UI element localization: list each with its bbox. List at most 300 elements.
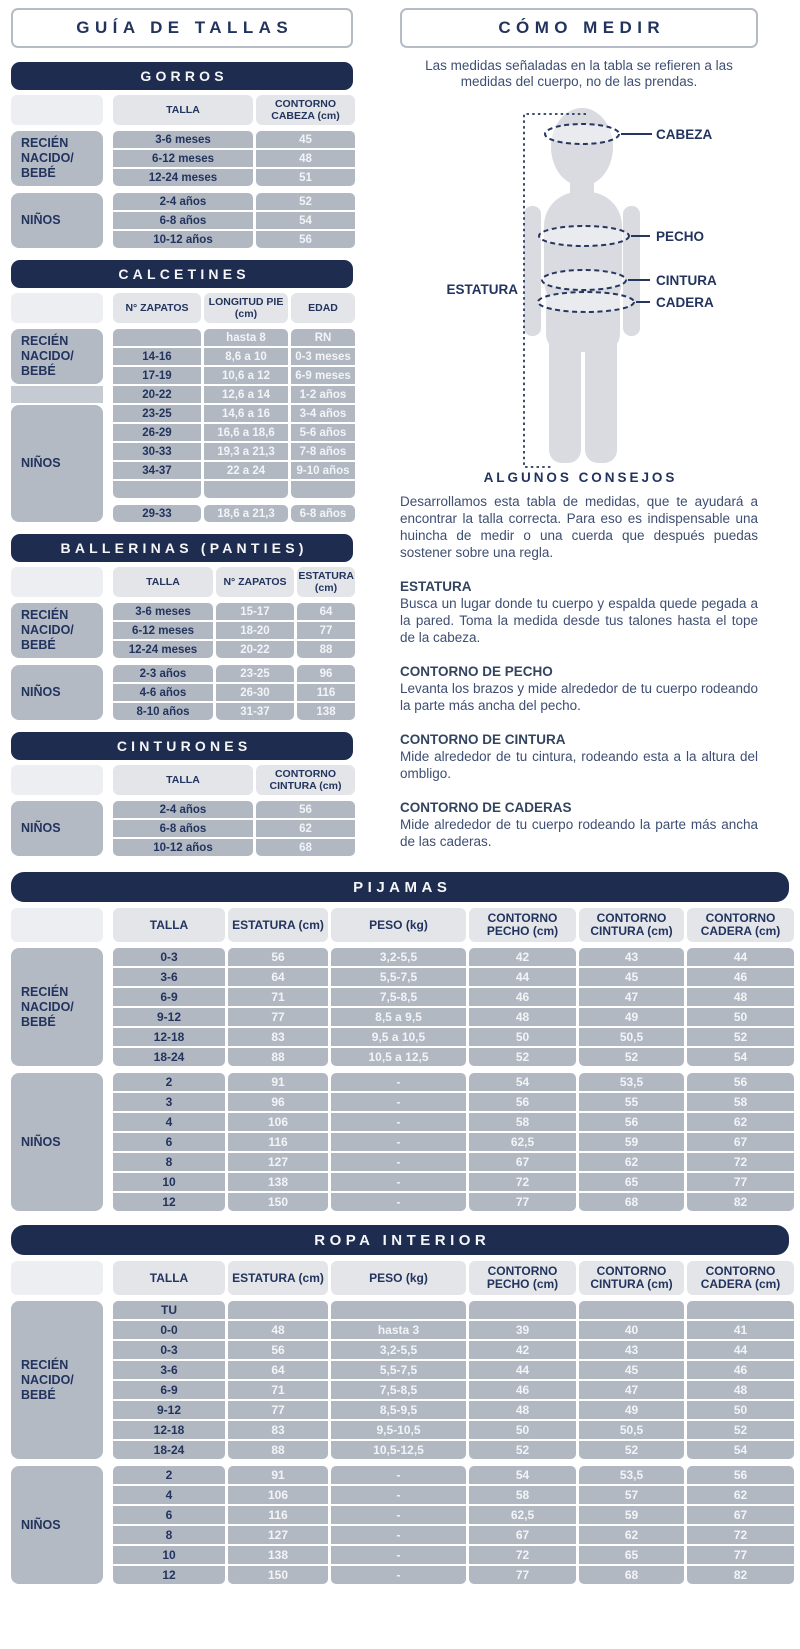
section-title-cinturones: CINTURONES [11,732,353,760]
table-row [113,801,355,818]
table-cell: 56 [256,231,355,248]
table-cell: 10,5 a 12,5 [331,1048,466,1066]
table-cell: 12-24 meses [113,169,253,186]
table-row [113,820,355,837]
table-row [113,1486,794,1504]
table-cell: 82 [687,1566,794,1584]
page-title: GUÍA DE TALLAS [11,8,353,48]
table-cell [228,1301,328,1319]
table-cell: TU [113,1301,225,1319]
column-header: PESO (kg) [331,1261,466,1295]
table-cell: 55 [579,1093,684,1111]
table-cell: 77 [687,1546,794,1564]
table-row [113,839,355,856]
label-cadera: CADERA [656,295,714,310]
table-data-column [113,765,355,856]
table-row [113,1506,794,1524]
table-gorros [11,62,353,248]
table-row [113,424,355,441]
table-row [113,684,355,701]
table-cell: 53,5 [579,1073,684,1091]
table-cell: 10,6 a 12 [204,367,288,384]
table-cell: 65 [579,1546,684,1564]
column-header: CONTORNO CABEZA (cm) [256,95,355,125]
table-cell: 62 [687,1486,794,1504]
column-header: CONTORNO CADERA (cm) [687,908,794,942]
table-cell: 138 [297,703,355,720]
row-group-label-column [11,1261,103,1584]
measure-section-estatura [400,579,758,646]
table-row [113,1153,794,1171]
group-label: NIÑOS [11,1073,103,1211]
column-header: N° ZAPATOS [113,293,201,323]
table-cell: 77 [228,1008,328,1026]
table-cell: 138 [228,1173,328,1191]
section-heading: ESTATURA [400,579,472,594]
table-cell: 50,5 [579,1028,684,1046]
table-cell: 9,5 a 10,5 [331,1028,466,1046]
table-cell: 54 [687,1048,794,1066]
table-cell: - [331,1546,466,1564]
table-row [113,348,355,365]
table-cell: 0-0 [113,1321,225,1339]
table-cell: 56 [256,801,355,818]
row-group-label-column [11,765,103,856]
table-cell: 127 [228,1526,328,1544]
table-ropa_interior [11,1225,789,1584]
table-cell: 4 [113,1486,225,1504]
table-grid [11,567,353,720]
table-row [113,1193,794,1211]
table-cell: 91 [228,1466,328,1484]
table-cell: 20-22 [113,386,201,403]
row-group-label-column [11,95,103,248]
table-cell: 67 [687,1506,794,1524]
table-cell: 58 [469,1113,576,1131]
header-row [113,1261,794,1295]
table-cell: 7,5-8,5 [331,988,466,1006]
table-cell: 2-4 años [113,801,253,818]
table-cell: 64 [228,968,328,986]
table-data-column [113,908,794,1211]
table-cell: 77 [469,1193,576,1211]
table-cell: 53,5 [579,1466,684,1484]
column-header: ESTATURA (cm) [228,1261,328,1295]
column-header: CONTORNO PECHO (cm) [469,1261,576,1295]
table-cell: 6-9 [113,1381,225,1399]
table-cell: 2 [113,1466,225,1484]
how-to-measure-title: CÓMO MEDIR [400,8,758,48]
column-header: TALLA [113,95,253,125]
table-cell: 12 [113,1566,225,1584]
table-cell: 2-3 años [113,665,213,682]
table-row [113,1466,794,1484]
table-cell: 150 [228,1566,328,1584]
column-header: CONTORNO CINTURA (cm) [579,1261,684,1295]
table-cell [204,481,288,498]
table-cell: 71 [228,988,328,1006]
label-pecho: PECHO [656,229,705,244]
table-cell: 62 [579,1526,684,1544]
table-cell: 40 [579,1321,684,1339]
section-text: Mide alrededor de tu cuerpo rodeando la parte más ancha de las caderas. [400,817,758,849]
table-cell: 48 [469,1401,576,1419]
table-cell: 15-17 [216,603,294,620]
table-row [113,1546,794,1564]
table-cell: 4-6 años [113,684,213,701]
consejos-paragraph: Desarrollamos esta tabla de medidas, que te ayudará a encontrar la talla correcta. Para eso es indispensable una huincha de medir o una cuerda que después puedas sostener sobre una regla. [400,494,758,560]
table-cell: 14-16 [113,348,201,365]
table-cell: 82 [687,1193,794,1211]
table-cell: 19,3 a 21,3 [204,443,288,460]
table-cell: 3-6 meses [113,131,253,148]
table-row [113,641,355,658]
table-cell: 26-29 [113,424,201,441]
table-cell: - [331,1193,466,1211]
table-cell: 96 [228,1093,328,1111]
table-row [113,1381,794,1399]
table-row [113,1321,794,1339]
table-cell: - [331,1566,466,1584]
table-row [113,988,794,1006]
table-cell: 49 [579,1401,684,1419]
table-grid [11,293,353,522]
table-row [113,603,355,620]
group-label: RECIÉN NACIDO/ BEBÉ [11,329,103,384]
column-header: CONTORNO CINTURA (cm) [256,765,355,795]
table-cell: 72 [687,1526,794,1544]
table-cell: 43 [579,1341,684,1359]
table-data-column [113,1261,794,1584]
section-title-ballerinas: BALLERINAS (PANTIES) [11,534,353,562]
table-cell: 5,5-7,5 [331,968,466,986]
header-row [113,293,355,323]
label-cabeza: CABEZA [656,127,713,142]
table-cell: 9-12 [113,1008,225,1026]
measure-section-caderas [400,800,758,850]
table-cell: 56 [469,1093,576,1111]
table-cell: 9-10 años [291,462,355,479]
table-cell: 68 [256,839,355,856]
table-cell: 138 [228,1546,328,1564]
table-cell: 22 a 24 [204,462,288,479]
section-title-ropa_interior: ROPA INTERIOR [11,1225,789,1255]
group-label: NIÑOS [11,801,103,856]
table-cell: 52 [687,1421,794,1439]
header-row [113,765,355,795]
hip-measure-ellipse [538,292,634,312]
chest-measure-ellipse [539,226,629,246]
section-text: Levanta los brazos y mide alrededor de tu cuerpo rodeando la parte más ancha del pecho. [400,681,758,713]
table-cell: 106 [228,1113,328,1131]
table-cell: 47 [579,1381,684,1399]
table-cell: 52 [256,193,355,210]
label-boxes [11,603,103,720]
table-grid [11,908,789,1211]
table-cell: - [331,1173,466,1191]
table-cell: 10-12 años [113,231,253,248]
column-header: LONGITUD PIE (cm) [204,293,288,323]
how-to-measure-column [400,8,758,856]
table-cell: 54 [687,1441,794,1459]
table-row [113,131,355,148]
table-cell: 48 [687,988,794,1006]
table-cell: 47 [579,988,684,1006]
table-cell: 6-12 meses [113,622,213,639]
table-row [113,1028,794,1046]
table-cell: 58 [687,1093,794,1111]
table-cell: - [331,1153,466,1171]
table-cell: 46 [687,1361,794,1379]
table-cell: 50,5 [579,1421,684,1439]
table-row [113,443,355,460]
table-row [113,481,355,498]
table-row [113,150,355,167]
table-cell: 52 [579,1048,684,1066]
table-row [113,1341,794,1359]
table-cell: 8 [113,1153,225,1171]
table-cell: 3,2-5,5 [331,948,466,966]
table-cell: 6-8 años [113,820,253,837]
table-cell: 18-24 [113,1441,225,1459]
table-data-column [113,293,355,522]
table-row [113,1566,794,1584]
table-cell: 52 [469,1441,576,1459]
size-guide-column [11,8,353,856]
table-cell [113,329,201,346]
label-estatura: ESTATURA [446,282,518,297]
table-cell: 6-12 meses [113,150,253,167]
table-cell: 77 [469,1566,576,1584]
table-row [113,462,355,479]
table-cell: 5-6 años [291,424,355,441]
label-boxes [11,329,103,522]
table-cell: 56 [579,1113,684,1131]
table-data-column [113,95,355,248]
table-cell: 3-4 años [291,405,355,422]
table-row [113,505,355,522]
table-cell: 77 [687,1173,794,1191]
table-cell: 50 [687,1401,794,1419]
header-row [113,908,794,942]
table-cell: 10 [113,1546,225,1564]
table-row [113,329,355,346]
table-cell: 44 [687,948,794,966]
column-header: CONTORNO CADERA (cm) [687,1261,794,1295]
column-header: TALLA [113,1261,225,1295]
table-calcetines [11,260,353,522]
table-cell: 59 [579,1133,684,1151]
table-cell: 83 [228,1421,328,1439]
table-cell: hasta 8 [204,329,288,346]
table-cell: 50 [469,1421,576,1439]
table-cell: 45 [256,131,355,148]
table-cell: 6 [113,1506,225,1524]
header-corner-chip [11,293,103,323]
table-cell: 67 [469,1526,576,1544]
table-cell: 91 [228,1073,328,1091]
header-corner-chip [11,567,103,597]
table-cell: 12,6 a 14 [204,386,288,403]
group-label: RECIÉN NACIDO/ BEBÉ [11,1301,103,1459]
table-cell: 45 [579,1361,684,1379]
section-heading: CONTORNO DE CINTURA [400,732,566,747]
table-row [113,665,355,682]
table-cell: 62 [579,1153,684,1171]
column-header: N° ZAPATOS [216,567,294,597]
table-row [113,231,355,248]
table-cell: 77 [228,1401,328,1419]
table-cell: 49 [579,1008,684,1026]
section-text: Mide alrededor de tu cintura, rodeando esta a la altura del ombligo. [400,749,758,781]
section-text: Busca un lugar donde tu cuerpo y espalda quede pegada a la pared. Toma la medida desde tus talones hasta el tope de la cabeza. [400,596,758,645]
table-cell: 64 [228,1361,328,1379]
table-cell: 45 [579,968,684,986]
table-cell: 30-33 [113,443,201,460]
table-cell: 23-25 [113,405,201,422]
table-cell: 62,5 [469,1506,576,1524]
table-cell: 18,6 a 21,3 [204,505,288,522]
table-cell: 34-37 [113,462,201,479]
measure-intro-text: Las medidas señaladas en la tabla se refieren a las medidas del cuerpo, no de las prendas. [425,58,733,89]
table-cell: 8,6 a 10 [204,348,288,365]
header-corner-chip [11,765,103,795]
table-cell: 6-8 años [113,212,253,229]
table-row [113,1421,794,1439]
table-cell: 0-3 [113,948,225,966]
section-title-calcetines: CALCETINES [11,260,353,288]
table-cell: 1-2 años [291,386,355,403]
header-corner-chip [11,1261,103,1295]
table-cell: 83 [228,1028,328,1046]
table-row [113,1441,794,1459]
table-cell: 46 [469,988,576,1006]
table-cell: 116 [297,684,355,701]
table-cell: 7-8 años [291,443,355,460]
table-cell: 46 [469,1381,576,1399]
section-heading: CONTORNO DE PECHO [400,664,553,679]
table-cell: 68 [579,1193,684,1211]
table-cell: 62 [256,820,355,837]
section-title-pijamas: PIJAMAS [11,872,789,902]
group-label: NIÑOS [11,665,103,720]
table-cell: 9,5-10,5 [331,1421,466,1439]
measure-section-cintura [400,732,758,782]
table-row [113,367,355,384]
table-row [113,622,355,639]
table-row [113,405,355,422]
table-cell: 7,5-8,5 [331,1381,466,1399]
body-measure-diagram [400,92,758,468]
column-header: CONTORNO CINTURA (cm) [579,908,684,942]
table-pijamas [11,872,789,1211]
table-cell: 5,5-7,5 [331,1361,466,1379]
table-cell: 9-12 [113,1401,225,1419]
table-cell: 29-33 [113,505,201,522]
label-cintura: CINTURA [656,273,717,288]
table-cell: 2-4 años [113,193,253,210]
table-cell [291,481,355,498]
table-cell: 51 [256,169,355,186]
table-cell: 3 [113,1093,225,1111]
table-row [113,386,355,403]
waist-measure-ellipse [542,270,626,290]
bottom-full-width-tables [0,872,800,1584]
table-cell: 46 [687,968,794,986]
table-cell: 3,2-5,5 [331,1341,466,1359]
column-header: TALLA [113,908,225,942]
header-corner-chip [11,908,103,942]
head-measure-ellipse [545,124,619,144]
table-row [113,1133,794,1151]
table-cell: 42 [469,948,576,966]
table-row [113,1173,794,1191]
table-cell: 62 [687,1113,794,1131]
section-title-gorros: GORROS [11,62,353,90]
table-cell: 12-24 meses [113,641,213,658]
row-group-label-column [11,293,103,522]
table-cell: 96 [297,665,355,682]
table-row [113,703,355,720]
table-row [113,1361,794,1379]
group-label: RECIÉN NACIDO/ BEBÉ [11,948,103,1066]
table-cell: 31-37 [216,703,294,720]
table-cell: 44 [687,1341,794,1359]
table-cell: 39 [469,1321,576,1339]
table-cell: 0-3 [113,1341,225,1359]
label-boxes [11,948,103,1211]
table-cell: 48 [469,1008,576,1026]
table-cell: hasta 3 [331,1321,466,1339]
table-grid [11,95,353,248]
table-cell: 50 [469,1028,576,1046]
column-header: ESTATURA (cm) [228,908,328,942]
table-cell: 41 [687,1321,794,1339]
table-row [113,1401,794,1419]
table-cell: 42 [469,1341,576,1359]
table-cell: 12-18 [113,1421,225,1439]
table-cell: - [331,1526,466,1544]
table-cell: 14,6 a 16 [204,405,288,422]
table-cell: 150 [228,1193,328,1211]
table-cell: 54 [469,1466,576,1484]
table-cell: 0-3 meses [291,348,355,365]
table-cell: 59 [579,1506,684,1524]
table-cell: 8,5-9,5 [331,1401,466,1419]
table-cell: - [331,1073,466,1091]
table-ballerinas [11,534,353,720]
left-tables-container [11,62,353,856]
table-cell: 127 [228,1153,328,1171]
table-cell [331,1301,466,1319]
table-cell: 17-19 [113,367,201,384]
group-label: NIÑOS [11,405,103,522]
table-row [113,193,355,210]
table-cell: 72 [469,1546,576,1564]
table-cell: 116 [228,1506,328,1524]
table-cell: 3-6 [113,968,225,986]
label-boxes [11,131,103,248]
table-row [113,1073,794,1091]
table-grid [11,1261,789,1584]
table-cell: 50 [687,1008,794,1026]
table-cell: 12-18 [113,1028,225,1046]
table-cell: 52 [579,1441,684,1459]
table-cell: - [331,1506,466,1524]
table-cell: 56 [228,1341,328,1359]
section-heading: CONTORNO DE CADERAS [400,800,572,815]
table-cell: 67 [687,1133,794,1151]
